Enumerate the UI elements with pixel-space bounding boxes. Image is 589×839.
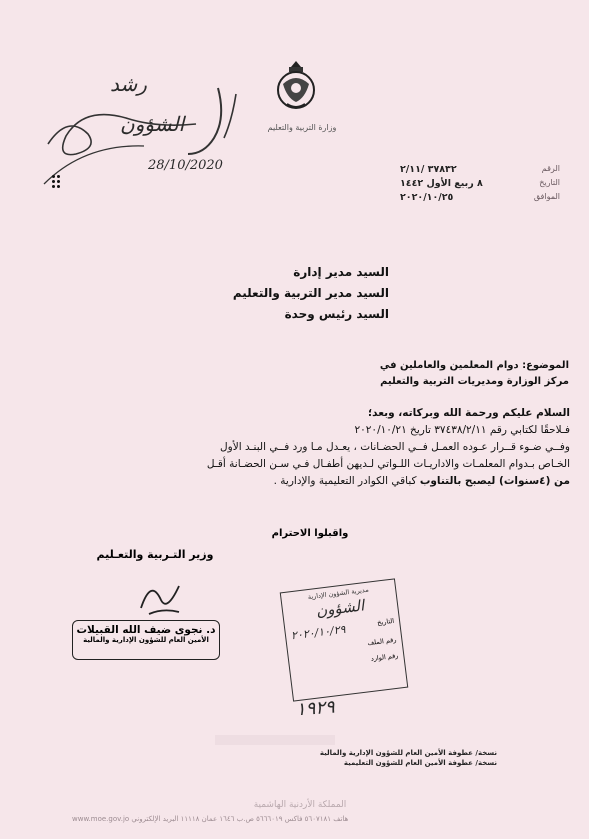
stamp-number-label: رقم الوارد bbox=[370, 651, 399, 663]
addressee-1: السيد مدير إدارة bbox=[293, 265, 389, 279]
equiv-label: الموافق bbox=[533, 192, 560, 201]
greeting: السلام عليكم ورحمة الله وبركاته، وبعد؛ bbox=[367, 407, 570, 419]
cc-line-2: نسخة/ عطوفة الأمين العام للشؤون التعليمية bbox=[343, 759, 497, 767]
handwritten-note: رشد bbox=[110, 72, 147, 96]
letter-body bbox=[52, 405, 570, 490]
body-line-1: وفــي ضـوء قــرار عـوده العمـل فــي الحضـانات ، يعـدل مـا ورد فــي البنـد الأول bbox=[220, 441, 570, 453]
date-hijri: ٨ ربيع الأول ١٤٤٢ bbox=[400, 178, 483, 189]
signer-title: الأمين العام للشؤون الإدارية والمالية bbox=[83, 636, 209, 644]
date-label: التاريخ bbox=[539, 178, 560, 187]
watermark-text bbox=[215, 735, 335, 745]
subject-line-1: الموضوع: دوام المعلمين والعاملين في bbox=[379, 360, 569, 371]
stamp-dept: الشؤون bbox=[315, 596, 366, 621]
meta-block bbox=[400, 164, 560, 206]
minister-title: وزير التـربية والتعـليم bbox=[96, 548, 214, 561]
signer-box bbox=[72, 620, 220, 660]
ref-label: الرقم bbox=[541, 164, 560, 173]
footer-country: المملكة الأردنية الهاشمية bbox=[253, 800, 347, 810]
closing: واقبلوا الاحترام bbox=[271, 528, 349, 539]
stamp-date-label: التاريخ bbox=[376, 616, 395, 627]
handwritten-dept: الشؤون bbox=[120, 112, 185, 136]
corner-mark bbox=[52, 175, 66, 189]
date-greg: ٢٠٢٠/١٠/٢٥ bbox=[400, 192, 454, 203]
stamp-file-label: رقم الملف bbox=[366, 635, 397, 648]
cc-line-1: نسخة/ عطوفة الأمين العام للشؤون الإدارية والمالية bbox=[319, 749, 497, 757]
incoming-stamp bbox=[280, 578, 409, 701]
addressee-2: السيد مدير التربية والتعليم bbox=[232, 286, 389, 300]
addressee-list bbox=[169, 262, 389, 325]
body-line-3-bold: من (٤سنوات) ليصبح بالتناوب bbox=[419, 475, 570, 487]
ref-value: ٣٧٨٣٢ /٢/١١ bbox=[400, 164, 457, 175]
signer-name: د. نجوى ضيف الله القبيلات bbox=[76, 624, 216, 636]
subject-line-2: مركز الوزارة ومديريات التربية والتعليم bbox=[380, 376, 569, 387]
stamp-date-value: ٢٠٢٠/١٠/٢٩ bbox=[290, 622, 347, 643]
body-line-2: الخـاص بـدوام المعلمـات والاداريـات اللـواتي لـديهن أطفـال فـي سـن الحضـانة أقـل bbox=[206, 458, 570, 470]
stamp-number: ١٩٢٩ bbox=[295, 696, 336, 721]
stamp-title: مديرية الشؤون الإدارية bbox=[307, 585, 370, 602]
ministry-name: وزارة التربية والتعليم bbox=[267, 123, 337, 132]
handwritten-scribble bbox=[40, 84, 270, 204]
cc-block bbox=[277, 748, 497, 768]
subject-block bbox=[269, 358, 569, 390]
body-line-3 bbox=[52, 473, 570, 490]
addressee-3: السيد رئيس وحدة bbox=[284, 307, 389, 321]
handwritten-date: 28/10/2020 bbox=[148, 158, 223, 173]
body-ref-paragraph: فـلاحقًا لكتابي رقم ٣٧٤٣٨/٢/١١ تاريخ ٢٠٢٠/١٠/٢١ bbox=[354, 424, 570, 436]
crest-icon bbox=[273, 58, 319, 114]
footer-contact: www.moe.gov.jo هاتف ٥٦٠٧١٨١ فاكس ٥٦٦٦٠١٩ ص.ب ١٦٤٦ عمان ١١١١٨ البريد الإلكتروني bbox=[72, 815, 349, 823]
body-line-3-rest: كباقي الكوادر التعليمية والإدارية . bbox=[273, 475, 420, 487]
signature-scribble bbox=[135, 578, 185, 616]
